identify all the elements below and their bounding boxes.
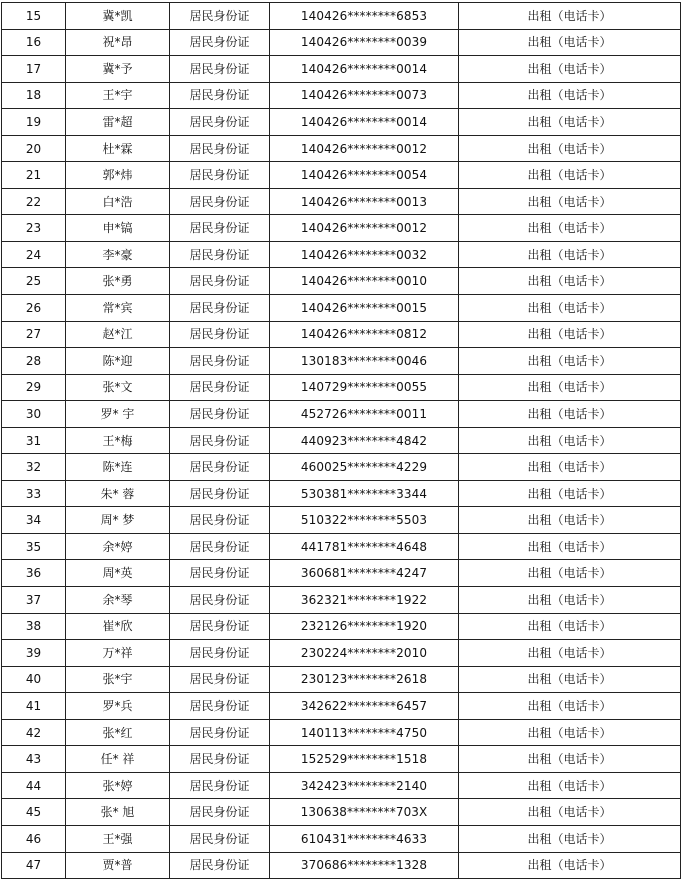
id-number-cell: 140113********4750 [270, 719, 459, 746]
usage-cell: 出租（电话卡） [459, 215, 681, 242]
records-table [1, 2, 681, 879]
id-number-cell: 140426********0012 [270, 215, 459, 242]
row-number-cell: 29 [2, 374, 66, 401]
id-number-cell: 140426********0013 [270, 188, 459, 215]
id-number-cell: 140426********0015 [270, 295, 459, 322]
person-name-cell: 任* 祥 [66, 746, 170, 773]
id-number-cell: 342423********2140 [270, 772, 459, 799]
row-number-cell: 43 [2, 746, 66, 773]
row-number-cell: 22 [2, 188, 66, 215]
person-name-cell: 白*浩 [66, 188, 170, 215]
usage-cell: 出租（电话卡） [459, 719, 681, 746]
row-number-cell: 41 [2, 693, 66, 720]
id-type-cell: 居民身份证 [170, 640, 270, 667]
id-number-cell: 460025********4229 [270, 454, 459, 481]
person-name-cell: 周* 梦 [66, 507, 170, 534]
table-row [2, 640, 681, 667]
row-number-cell: 15 [2, 3, 66, 30]
id-number-cell: 530381********3344 [270, 480, 459, 507]
person-name-cell: 张*勇 [66, 268, 170, 295]
row-number-cell: 26 [2, 295, 66, 322]
usage-cell: 出租（电话卡） [459, 852, 681, 879]
person-name-cell: 张*红 [66, 719, 170, 746]
id-number-cell: 140426********0039 [270, 29, 459, 56]
table-row [2, 746, 681, 773]
usage-cell: 出租（电话卡） [459, 109, 681, 136]
usage-cell: 出租（电话卡） [459, 693, 681, 720]
table-row [2, 613, 681, 640]
person-name-cell: 张*文 [66, 374, 170, 401]
usage-cell: 出租（电话卡） [459, 241, 681, 268]
id-number-cell: 232126********1920 [270, 613, 459, 640]
table-row [2, 374, 681, 401]
id-number-cell: 610431********4633 [270, 825, 459, 852]
id-type-cell: 居民身份证 [170, 109, 270, 136]
id-number-cell: 510322********5503 [270, 507, 459, 534]
id-type-cell: 居民身份证 [170, 3, 270, 30]
id-type-cell: 居民身份证 [170, 587, 270, 614]
person-name-cell: 陈*迎 [66, 348, 170, 375]
id-type-cell: 居民身份证 [170, 215, 270, 242]
person-name-cell: 申*镐 [66, 215, 170, 242]
id-type-cell: 居民身份证 [170, 852, 270, 879]
id-type-cell: 居民身份证 [170, 772, 270, 799]
id-type-cell: 居民身份证 [170, 162, 270, 189]
row-number-cell: 17 [2, 56, 66, 83]
row-number-cell: 47 [2, 852, 66, 879]
id-type-cell: 居民身份证 [170, 666, 270, 693]
id-type-cell: 居民身份证 [170, 799, 270, 826]
table-row [2, 533, 681, 560]
id-number-cell: 362321********1922 [270, 587, 459, 614]
person-name-cell: 贾*普 [66, 852, 170, 879]
id-type-cell: 居民身份证 [170, 268, 270, 295]
table-row [2, 401, 681, 428]
usage-cell: 出租（电话卡） [459, 825, 681, 852]
id-number-cell: 140426********0054 [270, 162, 459, 189]
table-row [2, 241, 681, 268]
id-type-cell: 居民身份证 [170, 719, 270, 746]
person-name-cell: 罗*兵 [66, 693, 170, 720]
id-type-cell: 居民身份证 [170, 401, 270, 428]
id-number-cell: 452726********0011 [270, 401, 459, 428]
person-name-cell: 张*婷 [66, 772, 170, 799]
id-number-cell: 140426********0812 [270, 321, 459, 348]
row-number-cell: 20 [2, 135, 66, 162]
row-number-cell: 16 [2, 29, 66, 56]
id-number-cell: 140729********0055 [270, 374, 459, 401]
usage-cell: 出租（电话卡） [459, 374, 681, 401]
table-row [2, 480, 681, 507]
usage-cell: 出租（电话卡） [459, 454, 681, 481]
table-row [2, 295, 681, 322]
person-name-cell: 崔*欣 [66, 613, 170, 640]
table-row [2, 109, 681, 136]
table-row [2, 507, 681, 534]
usage-cell: 出租（电话卡） [459, 29, 681, 56]
table-row [2, 29, 681, 56]
id-number-cell: 370686********1328 [270, 852, 459, 879]
usage-cell: 出租（电话卡） [459, 480, 681, 507]
person-name-cell: 常*宾 [66, 295, 170, 322]
table-row [2, 852, 681, 879]
usage-cell: 出租（电话卡） [459, 135, 681, 162]
row-number-cell: 30 [2, 401, 66, 428]
table-row [2, 3, 681, 30]
person-name-cell: 余*婷 [66, 533, 170, 560]
id-number-cell: 140426********0032 [270, 241, 459, 268]
id-number-cell: 230123********2618 [270, 666, 459, 693]
table-row [2, 56, 681, 83]
row-number-cell: 36 [2, 560, 66, 587]
usage-cell: 出租（电话卡） [459, 321, 681, 348]
usage-cell: 出租（电话卡） [459, 799, 681, 826]
usage-cell: 出租（电话卡） [459, 401, 681, 428]
row-number-cell: 37 [2, 587, 66, 614]
usage-cell: 出租（电话卡） [459, 560, 681, 587]
table-row [2, 693, 681, 720]
table-row [2, 719, 681, 746]
row-number-cell: 46 [2, 825, 66, 852]
id-number-cell: 140426********0014 [270, 56, 459, 83]
usage-cell: 出租（电话卡） [459, 3, 681, 30]
id-number-cell: 140426********0073 [270, 82, 459, 109]
usage-cell: 出租（电话卡） [459, 427, 681, 454]
table-row [2, 772, 681, 799]
person-name-cell: 祝*昂 [66, 29, 170, 56]
id-type-cell: 居民身份证 [170, 825, 270, 852]
id-type-cell: 居民身份证 [170, 295, 270, 322]
usage-cell: 出租（电话卡） [459, 507, 681, 534]
usage-cell: 出租（电话卡） [459, 772, 681, 799]
person-name-cell: 雷*超 [66, 109, 170, 136]
person-name-cell: 冀*予 [66, 56, 170, 83]
id-number-cell: 360681********4247 [270, 560, 459, 587]
id-type-cell: 居民身份证 [170, 321, 270, 348]
person-name-cell: 余*琴 [66, 587, 170, 614]
row-number-cell: 23 [2, 215, 66, 242]
usage-cell: 出租（电话卡） [459, 348, 681, 375]
id-type-cell: 居民身份证 [170, 374, 270, 401]
row-number-cell: 24 [2, 241, 66, 268]
id-type-cell: 居民身份证 [170, 56, 270, 83]
table-row [2, 587, 681, 614]
id-type-cell: 居民身份证 [170, 454, 270, 481]
table-row [2, 82, 681, 109]
row-number-cell: 35 [2, 533, 66, 560]
table-row [2, 427, 681, 454]
person-name-cell: 赵*江 [66, 321, 170, 348]
id-number-cell: 441781********4648 [270, 533, 459, 560]
id-type-cell: 居民身份证 [170, 613, 270, 640]
usage-cell: 出租（电话卡） [459, 82, 681, 109]
row-number-cell: 27 [2, 321, 66, 348]
id-type-cell: 居民身份证 [170, 82, 270, 109]
usage-cell: 出租（电话卡） [459, 533, 681, 560]
usage-cell: 出租（电话卡） [459, 746, 681, 773]
person-name-cell: 周*英 [66, 560, 170, 587]
usage-cell: 出租（电话卡） [459, 613, 681, 640]
row-number-cell: 32 [2, 454, 66, 481]
person-name-cell: 陈*连 [66, 454, 170, 481]
row-number-cell: 45 [2, 799, 66, 826]
person-name-cell: 朱* 蓉 [66, 480, 170, 507]
table-row [2, 560, 681, 587]
person-name-cell: 王*强 [66, 825, 170, 852]
person-name-cell: 郭*炜 [66, 162, 170, 189]
row-number-cell: 21 [2, 162, 66, 189]
person-name-cell: 张*宇 [66, 666, 170, 693]
id-type-cell: 居民身份证 [170, 560, 270, 587]
id-type-cell: 居民身份证 [170, 480, 270, 507]
person-name-cell: 万*祥 [66, 640, 170, 667]
id-type-cell: 居民身份证 [170, 241, 270, 268]
person-name-cell: 冀*凯 [66, 3, 170, 30]
row-number-cell: 38 [2, 613, 66, 640]
table-row [2, 135, 681, 162]
table-row [2, 321, 681, 348]
row-number-cell: 25 [2, 268, 66, 295]
records-table-body [2, 3, 681, 879]
id-type-cell: 居民身份证 [170, 693, 270, 720]
row-number-cell: 18 [2, 82, 66, 109]
id-type-cell: 居民身份证 [170, 188, 270, 215]
row-number-cell: 39 [2, 640, 66, 667]
id-number-cell: 440923********4842 [270, 427, 459, 454]
row-number-cell: 28 [2, 348, 66, 375]
table-row [2, 799, 681, 826]
table-row [2, 348, 681, 375]
table-row [2, 215, 681, 242]
id-number-cell: 140426********6853 [270, 3, 459, 30]
usage-cell: 出租（电话卡） [459, 666, 681, 693]
id-number-cell: 130638********703X [270, 799, 459, 826]
usage-cell: 出租（电话卡） [459, 587, 681, 614]
id-number-cell: 230224********2010 [270, 640, 459, 667]
table-row [2, 268, 681, 295]
row-number-cell: 42 [2, 719, 66, 746]
table-row [2, 666, 681, 693]
id-number-cell: 140426********0012 [270, 135, 459, 162]
table-row [2, 162, 681, 189]
usage-cell: 出租（电话卡） [459, 188, 681, 215]
id-type-cell: 居民身份证 [170, 533, 270, 560]
id-number-cell: 140426********0014 [270, 109, 459, 136]
usage-cell: 出租（电话卡） [459, 268, 681, 295]
usage-cell: 出租（电话卡） [459, 295, 681, 322]
row-number-cell: 44 [2, 772, 66, 799]
person-name-cell: 张* 旭 [66, 799, 170, 826]
id-number-cell: 152529********1518 [270, 746, 459, 773]
id-number-cell: 140426********0010 [270, 268, 459, 295]
id-type-cell: 居民身份证 [170, 348, 270, 375]
row-number-cell: 33 [2, 480, 66, 507]
id-type-cell: 居民身份证 [170, 135, 270, 162]
table-row [2, 825, 681, 852]
row-number-cell: 19 [2, 109, 66, 136]
row-number-cell: 34 [2, 507, 66, 534]
person-name-cell: 王*梅 [66, 427, 170, 454]
row-number-cell: 40 [2, 666, 66, 693]
table-row [2, 454, 681, 481]
person-name-cell: 李*豪 [66, 241, 170, 268]
person-name-cell: 王*宇 [66, 82, 170, 109]
id-type-cell: 居民身份证 [170, 29, 270, 56]
id-type-cell: 居民身份证 [170, 746, 270, 773]
id-number-cell: 130183********0046 [270, 348, 459, 375]
table-row [2, 188, 681, 215]
person-name-cell: 杜*霖 [66, 135, 170, 162]
person-name-cell: 罗* 宇 [66, 401, 170, 428]
usage-cell: 出租（电话卡） [459, 56, 681, 83]
id-type-cell: 居民身份证 [170, 507, 270, 534]
id-type-cell: 居民身份证 [170, 427, 270, 454]
id-number-cell: 342622********6457 [270, 693, 459, 720]
row-number-cell: 31 [2, 427, 66, 454]
usage-cell: 出租（电话卡） [459, 162, 681, 189]
usage-cell: 出租（电话卡） [459, 640, 681, 667]
